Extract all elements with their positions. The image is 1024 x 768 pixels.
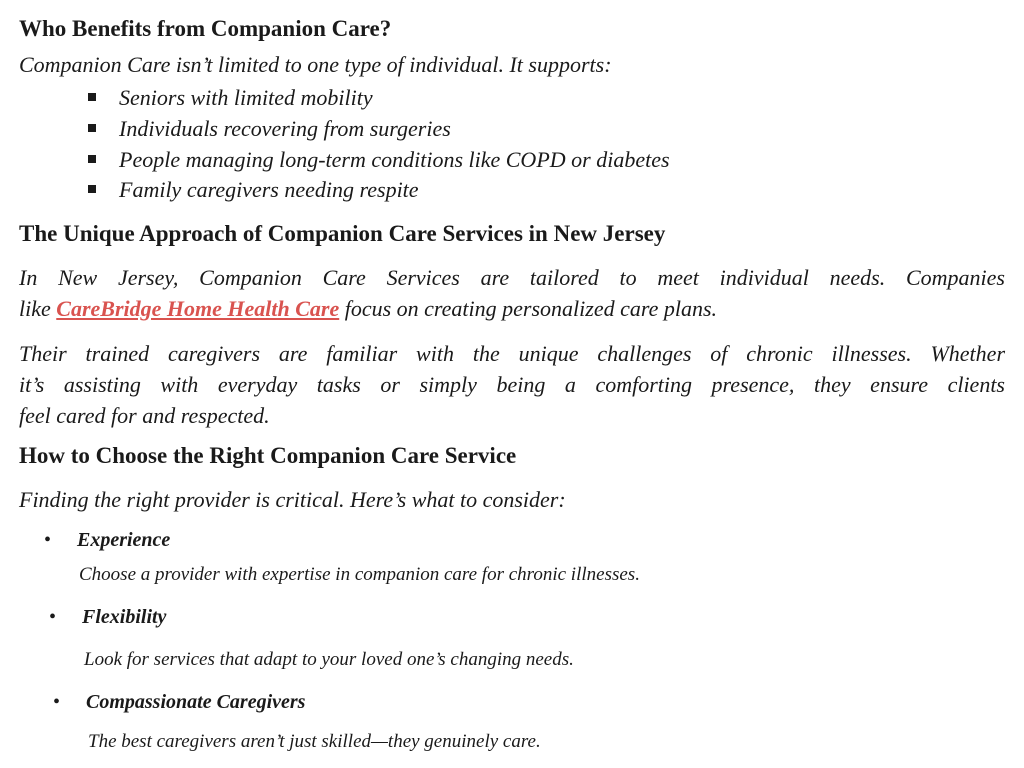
criterion-title-experience: Experience xyxy=(77,529,171,551)
carebridge-link[interactable]: CareBridge Home Health Care xyxy=(56,296,340,321)
approach-paragraph-2 xyxy=(19,338,1005,431)
paragraph-line xyxy=(19,293,1005,324)
criterion-title-flexibility: Flexibility xyxy=(82,606,167,628)
square-bullet-icon xyxy=(88,93,96,101)
heading-unique-approach: The Unique Approach of Companion Care Services in New Jersey xyxy=(19,221,666,246)
paragraph-line: it’s assisting with everyday tasks or simply being a comforting presence, they ensure clients xyxy=(19,372,1005,397)
list-item: Family caregivers needing respite xyxy=(119,177,419,202)
bullet-icon: • xyxy=(49,606,57,628)
list-item: People managing long-term conditions like COPD or diabetes xyxy=(119,147,670,172)
choose-intro: Finding the right provider is critical. Here’s what to consider: xyxy=(19,487,566,512)
paragraph-line: feel cared for and respected. xyxy=(19,403,270,428)
list-item: Individuals recovering from surgeries xyxy=(119,116,451,141)
bullet-icon: • xyxy=(44,529,52,551)
list-item: Seniors with limited mobility xyxy=(119,85,373,110)
square-bullet-icon xyxy=(88,155,96,163)
criterion-desc-experience: Choose a provider with expertise in companion care for chronic illnesses. xyxy=(79,564,640,585)
square-bullet-icon xyxy=(88,124,96,132)
square-bullet-icon xyxy=(88,185,96,193)
bullet-icon: • xyxy=(53,691,61,713)
criterion-desc-compassionate-caregivers: The best caregivers aren’t just skilled—they genuinely care. xyxy=(88,731,541,752)
criterion-title-compassionate-caregivers: Compassionate Caregivers xyxy=(86,691,306,713)
approach-paragraph-1 xyxy=(19,262,1005,324)
criterion-desc-flexibility: Look for services that adapt to your loved one’s changing needs. xyxy=(84,649,574,670)
who-benefits-intro: Companion Care isn’t limited to one type of individual. It supports: xyxy=(19,52,612,77)
paragraph-line: In New Jersey, Companion Care Services are tailored to meet individual needs. Companies xyxy=(19,265,1005,290)
heading-how-to-choose: How to Choose the Right Companion Care Service xyxy=(19,443,517,468)
paragraph-rest: focus on creating personalized care plans. xyxy=(344,296,718,321)
paragraph-line: Their trained caregivers are familiar with the unique challenges of chronic illnesses. Whether xyxy=(19,341,1005,366)
paragraph-word-like: like xyxy=(19,296,51,321)
heading-who-benefits: Who Benefits from Companion Care? xyxy=(19,16,392,41)
